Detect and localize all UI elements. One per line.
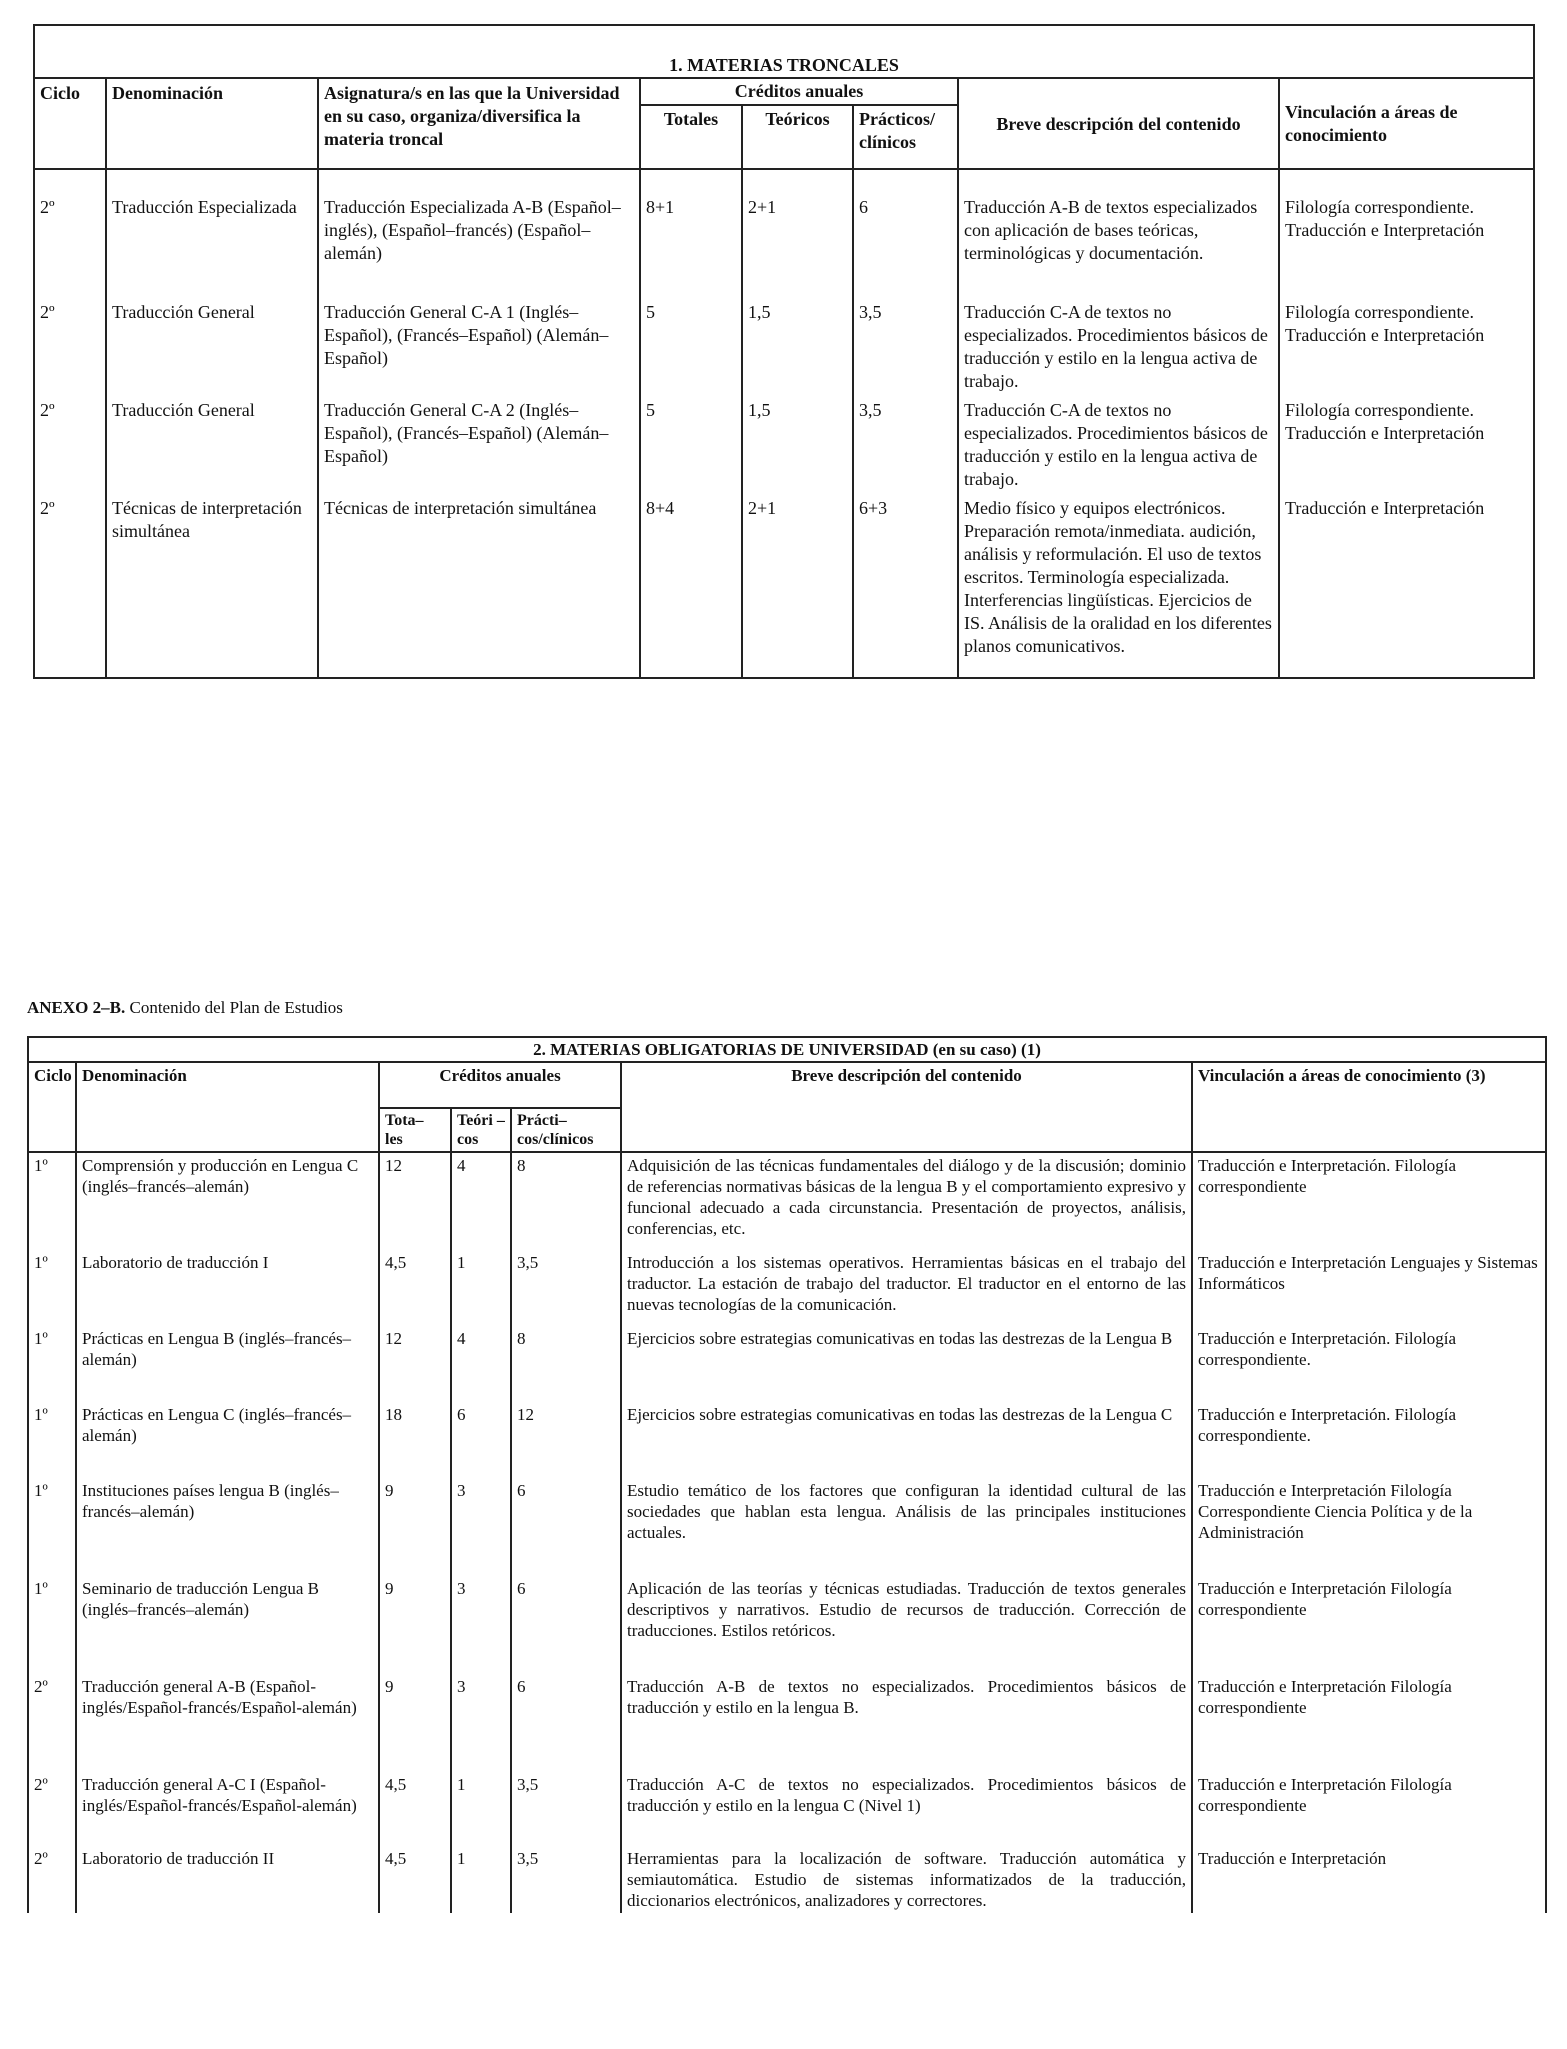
table-row bbox=[28, 1772, 1546, 1846]
annex-heading bbox=[27, 998, 343, 1018]
cell-totales: 4,5 bbox=[379, 1250, 451, 1326]
header-creditos: Créditos anuales bbox=[379, 1062, 621, 1108]
header-creditos: Créditos anuales bbox=[640, 78, 958, 105]
cell-totales: 5 bbox=[640, 395, 742, 493]
cell-ciclo: 1º bbox=[28, 1478, 76, 1576]
annex-text: Contenido del Plan de Estudios bbox=[125, 998, 343, 1017]
header-denominacion: Denominación bbox=[106, 78, 318, 169]
cell-vinculacion: Traducción e Interpretación Filología correspondiente bbox=[1192, 1772, 1546, 1846]
cell-totales: 8+4 bbox=[640, 493, 742, 678]
cell-ciclo: 2º bbox=[28, 1846, 76, 1913]
table-row bbox=[34, 169, 1534, 297]
cell-totales: 4,5 bbox=[379, 1846, 451, 1913]
cell-denominacion: Prácticas en Lengua C (inglés–francés–alemán) bbox=[76, 1402, 379, 1478]
cell-asignatura: Traducción General C-A 2 (Inglés–Español), (Francés–Español) (Alemán–Español) bbox=[318, 395, 640, 493]
cell-denominacion: Instituciones países lengua B (inglés–francés–alemán) bbox=[76, 1478, 379, 1576]
cell-ciclo: 1º bbox=[28, 1402, 76, 1478]
cell-descripcion: Adquisición de las técnicas fundamentales del diálogo y de la discusión; dominio de referencias normativas básicas de la lengua B y el comportamiento expresivo y funcional adecuado a cada circunstancia. Presentación de proyectos, análisis, conferencias, etc. bbox=[621, 1152, 1192, 1250]
cell-descripcion: Traducción C-A de textos no especializados. Procedimientos básicos de traducción y estilo en la lengua activa de trabajo. bbox=[958, 297, 1279, 395]
annex-label: ANEXO 2–B. bbox=[27, 998, 126, 1017]
cell-vinculacion: Traducción e Interpretación Filología Correspondiente Ciencia Política y de la Administración bbox=[1192, 1478, 1546, 1576]
table-row bbox=[28, 1576, 1546, 1674]
cell-descripcion: Traducción C-A de textos no especializados. Procedimientos básicos de traducción y estilo en la lengua activa de trabajo. bbox=[958, 395, 1279, 493]
cell-practicos: 6 bbox=[853, 169, 958, 297]
cell-descripcion: Traducción A-C de textos no especializados. Procedimientos básicos de traducción y estilo en la lengua C (Nivel 1) bbox=[621, 1772, 1192, 1846]
cell-teoricos: 1,5 bbox=[742, 395, 853, 493]
table-row bbox=[28, 1152, 1546, 1250]
cell-teoricos: 3 bbox=[451, 1576, 511, 1674]
cell-descripcion: Introducción a los sistemas operativos. Herramientas básicas en el trabajo del traductor. La estación de trabajo del traductor. El traductor en el entorno de las nuevas tecnologías de la comunicación. bbox=[621, 1250, 1192, 1326]
cell-descripcion: Herramientas para la localización de software. Traducción automática y semiautomática. Estudio de sistemas informatizados de la traducción, diccionarios electrónicos, analizadores y correctores. bbox=[621, 1846, 1192, 1913]
header-descripcion: Breve descripción del contenido bbox=[621, 1062, 1192, 1152]
cell-teoricos: 2+1 bbox=[742, 169, 853, 297]
cell-vinculacion: Filología correspondiente. Traducción e Interpretación bbox=[1279, 395, 1534, 493]
header-teoricos: Teóricos bbox=[742, 105, 853, 169]
cell-denominacion: Seminario de traducción Lengua B (inglés–francés–alemán) bbox=[76, 1576, 379, 1674]
table-row bbox=[34, 493, 1534, 678]
cell-vinculacion: Traducción e Interpretación Filología correspondiente bbox=[1192, 1576, 1546, 1674]
table1-title: 1. MATERIAS TRONCALES bbox=[34, 25, 1534, 78]
cell-descripcion: Ejercicios sobre estrategias comunicativas en todas las destrezas de la Lengua C bbox=[621, 1402, 1192, 1478]
header-vinculacion: Vinculación a áreas de conocimiento (3) bbox=[1192, 1062, 1546, 1152]
cell-practicos: 8 bbox=[511, 1326, 621, 1402]
cell-ciclo: 2º bbox=[28, 1674, 76, 1772]
cell-practicos: 3,5 bbox=[511, 1846, 621, 1913]
cell-teoricos: 2+1 bbox=[742, 493, 853, 678]
cell-asignatura: Técnicas de interpretación simultánea bbox=[318, 493, 640, 678]
cell-totales: 12 bbox=[379, 1152, 451, 1250]
cell-denominacion: Traducción general A-B (Español-inglés/Español-francés/Español-alemán) bbox=[76, 1674, 379, 1772]
cell-denominacion: Traducción General bbox=[106, 297, 318, 395]
cell-descripcion: Traducción A-B de textos especializados con aplicación de bases teóricas, terminológicas y documentación. bbox=[958, 169, 1279, 297]
cell-denominacion: Técnicas de interpretación simultánea bbox=[106, 493, 318, 678]
cell-vinculacion: Traducción e Interpretación bbox=[1279, 493, 1534, 678]
cell-totales: 8+1 bbox=[640, 169, 742, 297]
table-row bbox=[28, 1402, 1546, 1478]
header-asignatura: Asignatura/s en las que la Universidad en su caso, organiza/diversifica la materia troncal bbox=[318, 78, 640, 169]
table-row bbox=[28, 1326, 1546, 1402]
cell-vinculacion: Traducción e Interpretación. Filología correspondiente bbox=[1192, 1152, 1546, 1250]
cell-practicos: 6 bbox=[511, 1576, 621, 1674]
cell-practicos: 6+3 bbox=[853, 493, 958, 678]
cell-practicos: 3,5 bbox=[853, 297, 958, 395]
cell-teoricos: 4 bbox=[451, 1326, 511, 1402]
cell-asignatura: Traducción General C-A 1 (Inglés–Español), (Francés–Español) (Alemán–Español) bbox=[318, 297, 640, 395]
cell-teoricos: 4 bbox=[451, 1152, 511, 1250]
cell-totales: 9 bbox=[379, 1576, 451, 1674]
header-denominacion: Denominación bbox=[76, 1062, 379, 1152]
cell-ciclo: 2º bbox=[34, 297, 106, 395]
cell-asignatura: Traducción Especializada A-B (Español–inglés), (Español–francés) (Español–alemán) bbox=[318, 169, 640, 297]
cell-denominacion: Laboratorio de traducción II bbox=[76, 1846, 379, 1913]
cell-ciclo: 1º bbox=[28, 1152, 76, 1250]
cell-descripcion: Ejercicios sobre estrategias comunicativas en todas las destrezas de la Lengua B bbox=[621, 1326, 1192, 1402]
cell-practicos: 3,5 bbox=[511, 1772, 621, 1846]
header-ciclo: Ciclo bbox=[34, 78, 106, 169]
cell-ciclo: 1º bbox=[28, 1250, 76, 1326]
cell-totales: 5 bbox=[640, 297, 742, 395]
cell-ciclo: 1º bbox=[28, 1576, 76, 1674]
cell-totales: 18 bbox=[379, 1402, 451, 1478]
table-row bbox=[28, 1250, 1546, 1326]
cell-descripcion: Estudio temático de los factores que configuran la identidad cultural de las sociedades que hablan esta lengua. Análisis de las principales instituciones actuales. bbox=[621, 1478, 1192, 1576]
cell-totales: 9 bbox=[379, 1478, 451, 1576]
cell-teoricos: 1 bbox=[451, 1772, 511, 1846]
cell-denominacion: Prácticas en Lengua B (inglés–francés–alemán) bbox=[76, 1326, 379, 1402]
cell-vinculacion: Traducción e Interpretación bbox=[1192, 1846, 1546, 1913]
cell-ciclo: 2º bbox=[34, 169, 106, 297]
cell-teoricos: 3 bbox=[451, 1478, 511, 1576]
cell-vinculacion: Traducción e Interpretación Lenguajes y Sistemas Informáticos bbox=[1192, 1250, 1546, 1326]
cell-teoricos: 3 bbox=[451, 1674, 511, 1772]
cell-denominacion: Laboratorio de traducción I bbox=[76, 1250, 379, 1326]
table2-title: 2. MATERIAS OBLIGATORIAS DE UNIVERSIDAD (en su caso) (1) bbox=[28, 1037, 1546, 1062]
cell-practicos: 6 bbox=[511, 1674, 621, 1772]
cell-totales: 12 bbox=[379, 1326, 451, 1402]
cell-denominacion: Traducción General bbox=[106, 395, 318, 493]
cell-ciclo: 1º bbox=[28, 1326, 76, 1402]
cell-totales: 4,5 bbox=[379, 1772, 451, 1846]
header-teoricos: Teóri –cos bbox=[451, 1108, 511, 1152]
cell-teoricos: 1,5 bbox=[742, 297, 853, 395]
cell-denominacion: Comprensión y producción en Lengua C (inglés–francés–alemán) bbox=[76, 1152, 379, 1250]
cell-totales: 9 bbox=[379, 1674, 451, 1772]
cell-denominacion: Traducción general A-C I (Español-inglés/Español-francés/Español-alemán) bbox=[76, 1772, 379, 1846]
header-totales: Tota– les bbox=[379, 1108, 451, 1152]
cell-practicos: 3,5 bbox=[511, 1250, 621, 1326]
cell-practicos: 6 bbox=[511, 1478, 621, 1576]
table-row bbox=[34, 297, 1534, 395]
cell-vinculacion: Filología correspondiente. Traducción e Interpretación bbox=[1279, 169, 1534, 297]
header-ciclo: Ciclo bbox=[28, 1062, 76, 1152]
cell-teoricos: 1 bbox=[451, 1250, 511, 1326]
materias-troncales-table bbox=[33, 24, 1535, 679]
cell-descripcion: Aplicación de las teorías y técnicas estudiadas. Traducción de textos generales descriptivos y narrativos. Estudio de recursos de traducción. Corrección de traducciones. Estilos retóricos. bbox=[621, 1576, 1192, 1674]
header-descripcion: Breve descripción del contenido bbox=[958, 78, 1279, 169]
header-practicos: Prácti– cos/clínicos bbox=[511, 1108, 621, 1152]
cell-descripcion: Traducción A-B de textos no especializados. Procedimientos básicos de traducción y estilo en la lengua B. bbox=[621, 1674, 1192, 1772]
cell-ciclo: 2º bbox=[34, 493, 106, 678]
table-row bbox=[28, 1674, 1546, 1772]
header-vinculacion: Vinculación a áreas de conocimiento bbox=[1279, 78, 1534, 169]
cell-practicos: 3,5 bbox=[853, 395, 958, 493]
table-row bbox=[34, 395, 1534, 493]
cell-teoricos: 1 bbox=[451, 1846, 511, 1913]
cell-vinculacion: Traducción e Interpretación. Filología correspondiente. bbox=[1192, 1326, 1546, 1402]
cell-practicos: 8 bbox=[511, 1152, 621, 1250]
materias-obligatorias-table bbox=[27, 1036, 1547, 1913]
table-row bbox=[28, 1846, 1546, 1913]
cell-ciclo: 2º bbox=[28, 1772, 76, 1846]
cell-teoricos: 6 bbox=[451, 1402, 511, 1478]
table-row bbox=[28, 1478, 1546, 1576]
cell-practicos: 12 bbox=[511, 1402, 621, 1478]
cell-denominacion: Traducción Especializada bbox=[106, 169, 318, 297]
header-practicos: Prácticos/ clínicos bbox=[853, 105, 958, 169]
cell-ciclo: 2º bbox=[34, 395, 106, 493]
header-totales: Totales bbox=[640, 105, 742, 169]
cell-vinculacion: Traducción e Interpretación Filología correspondiente bbox=[1192, 1674, 1546, 1772]
cell-descripcion: Medio físico y equipos electrónicos. Preparación remota/inmediata. audición, análisis y reformulación. El uso de textos escritos. Terminología especializada. Interferencias lingüísticas. Ejercicios de IS. Análisis de la oralidad en los diferentes planos comunicativos. bbox=[958, 493, 1279, 678]
cell-vinculacion: Traducción e Interpretación. Filología correspondiente. bbox=[1192, 1402, 1546, 1478]
cell-vinculacion: Filología correspondiente. Traducción e Interpretación bbox=[1279, 297, 1534, 395]
